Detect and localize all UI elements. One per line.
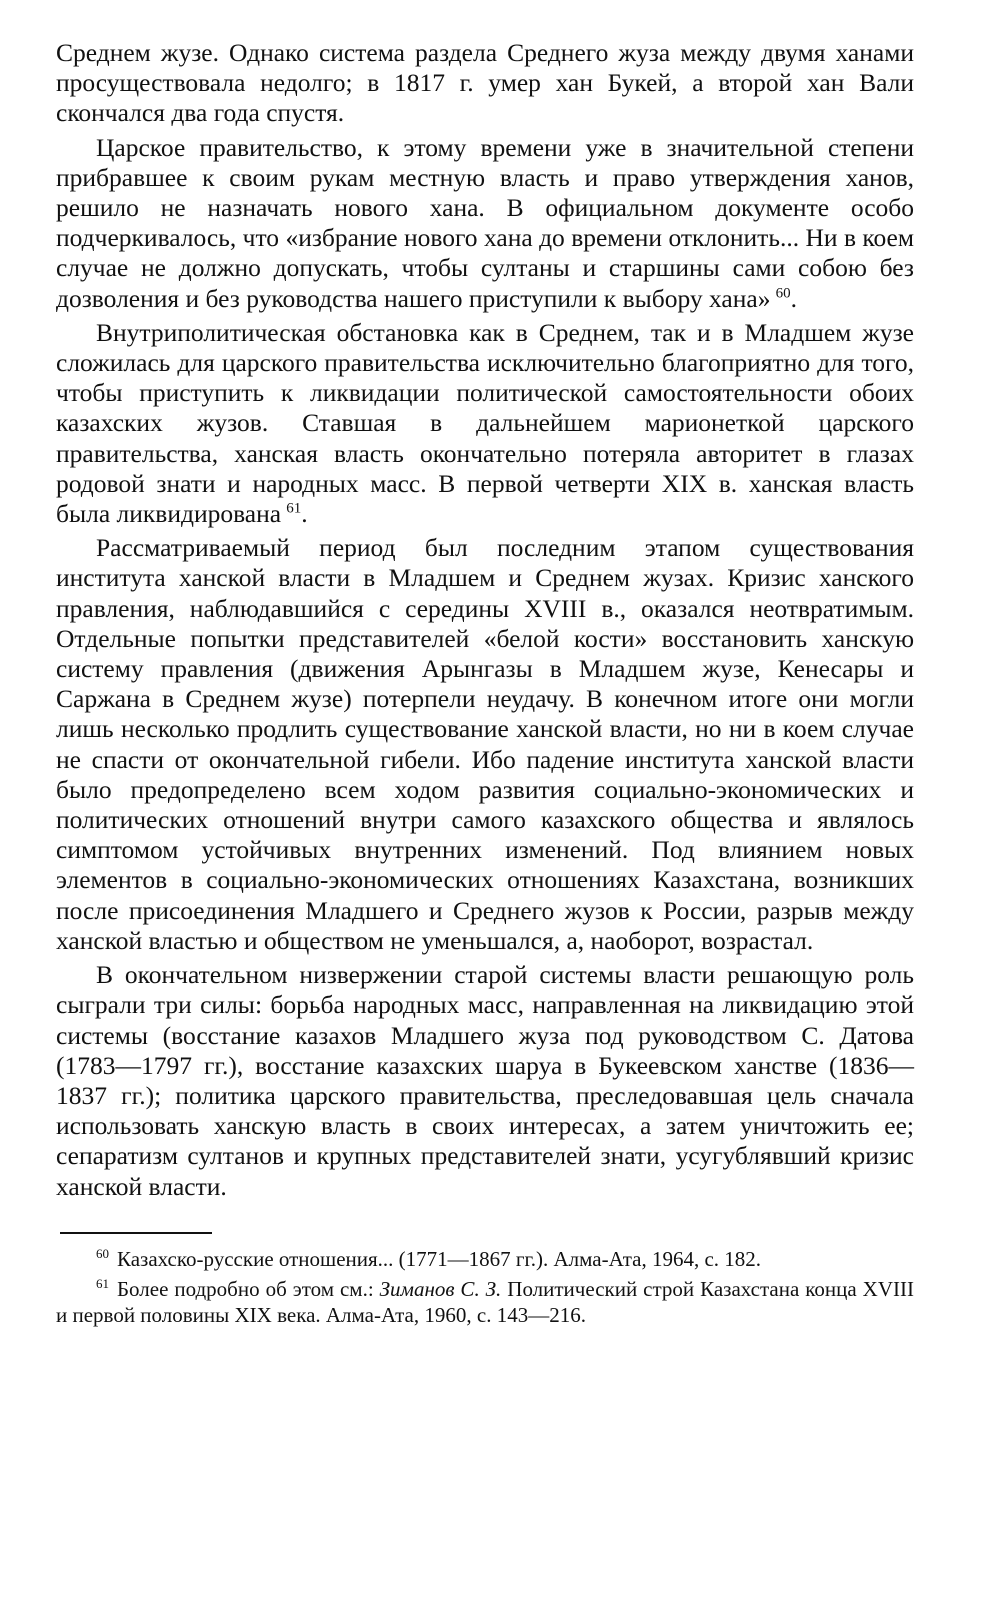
paragraph-1 bbox=[56, 38, 914, 129]
footnote-reference-61[interactable]: 61 bbox=[286, 500, 302, 517]
book-page bbox=[56, 38, 914, 1328]
footnote-60 bbox=[56, 1246, 914, 1272]
paragraph-4 bbox=[56, 533, 914, 956]
paragraph-text: Рассматриваемый период был последним этапом существования института ханской власти в Младшем и Среднем жузах. Кризис ханского правления, наблюдавшийся с середины XVIII в., оказался неотвратимым. Отдельные попытки представителей «белой кости» восстановить ханскую систему правления (движения Арынгазы в Младшем жузе, Кенесары и Саржана в Среднем жузе) потерпели неудачу. В конечном итоге они могли лишь несколько продлить существование ханской власти, но ни в коем случае не спасти от окончательной гибели. Ибо падение института ханской власти было предопределено всем ходом развития социально-экономических и политических отношений внутри самого казахского общества и являлось симптомом устойчивых внутренних изменений. Под влиянием новых элементов в социально-экономических отношениях Казахстана, возникших после присоединения Младшего и Среднего жузов к России, разрыв между ханской властью и обществом не уменьшался, а, наоборот, возрастал. bbox=[56, 533, 914, 955]
footnote-number: 61 bbox=[96, 1275, 109, 1291]
paragraph-text: В окончательном низвержении старой системы власти решающую роль сыграли три силы: борьба народных масс, направленная на ликвидацию этой системы (восстание казахов Младшего жуза под руководством С. Датова (1783—1797 гг.), восстание казахских шаруа в Букеевском ханстве (1836—1837 гг.); политика царского правительства, преследовавшая цель сначала использовать ханскую власть в своих интересах, а затем уничтожить ее; сепаратизм султанов и крупных представителей знати, усугублявший кризис ханской власти. bbox=[56, 960, 914, 1201]
footnote-number: 60 bbox=[96, 1245, 109, 1261]
paragraph-2: Царское правительство, к этому времени уже в значительной степени прибравшее к своим рукам местную власть и право утверждения ханов, решило не назначать нового хана. В официальном документе особо подчеркивалось, что «избрание нового хана до времени отклонить... Ни в коем случае не должно допускать, чтобы султаны и старшины сами собою без дозволения и без руководства нашего приступили к выбору хана» $^{60}$. bbox=[56, 132, 914, 313]
paragraph-text: Царское правительство, к этому времени уже в значительной степени прибравшее к своим рукам местную власть и право утверждения ханов, решило не назначать нового хана. В официальном документе особо подчеркивалось, что «избрание нового хана до времени отклонить... Ни в коем случае не должно допускать, чтобы султаны и старшины сами собою без дозволения и без руководства нашего приступили к выбору хана» bbox=[56, 132, 914, 313]
footnote-lead: Более подробно об этом см.: bbox=[117, 1276, 380, 1301]
footnotes bbox=[56, 1246, 914, 1328]
footnote-author: Зиманов С. З. bbox=[379, 1276, 502, 1301]
paragraph-text: Внутриполитическая обстановка как в Среднем, так и в Младшем жузе сложилась для царского правительства исключительно благоприятно для того, чтобы приступить к ликвидации политической самостоятельности обоих казахских жузов. Ставшая в дальнейшем марионеткой царского правительства, ханская власть окончательно потеряла авторитет в глазах родовой знати и народных масс. В первой четверти XIX в. ханская власть была ликвидирована bbox=[56, 317, 914, 529]
footnote-reference-60[interactable]: 60 bbox=[775, 285, 791, 302]
footnote-61 bbox=[56, 1276, 914, 1328]
paragraph-text: Среднем жузе. Однако система раздела Среднего жуза между двумя ханами просуществовала недолго; в 1817 г. умер хан Букей, а второй хан Вали скончался два года спустя. bbox=[56, 38, 914, 128]
footnote-text: Политический строй Казахстана конца XVIII и первой половины XIX века. Алма-Ата, 1960, с. 143—216. bbox=[56, 1276, 914, 1327]
paragraph-5 bbox=[56, 960, 914, 1202]
paragraph-3: Внутриполитическая обстановка как в Среднем, так и в Младшем жузе сложилась для царского правительства исключительно благоприятно для того, чтобы приступить к ликвидации политической самостоятельности обоих казахских жузов. Ставшая в дальнейшем марионеткой царского правительства, ханская власть окончательно потеряла авторитет в глазах родовой знати и народных масс. В первой четверти XIX в. ханская власть была ликвидирована $^{61}$. bbox=[56, 317, 914, 529]
footnote-text: Казахско-русские отношения... (1771—1867 гг.). Алма-Ата, 1964, с. 182. bbox=[117, 1246, 762, 1271]
footnote-divider bbox=[60, 1232, 212, 1234]
